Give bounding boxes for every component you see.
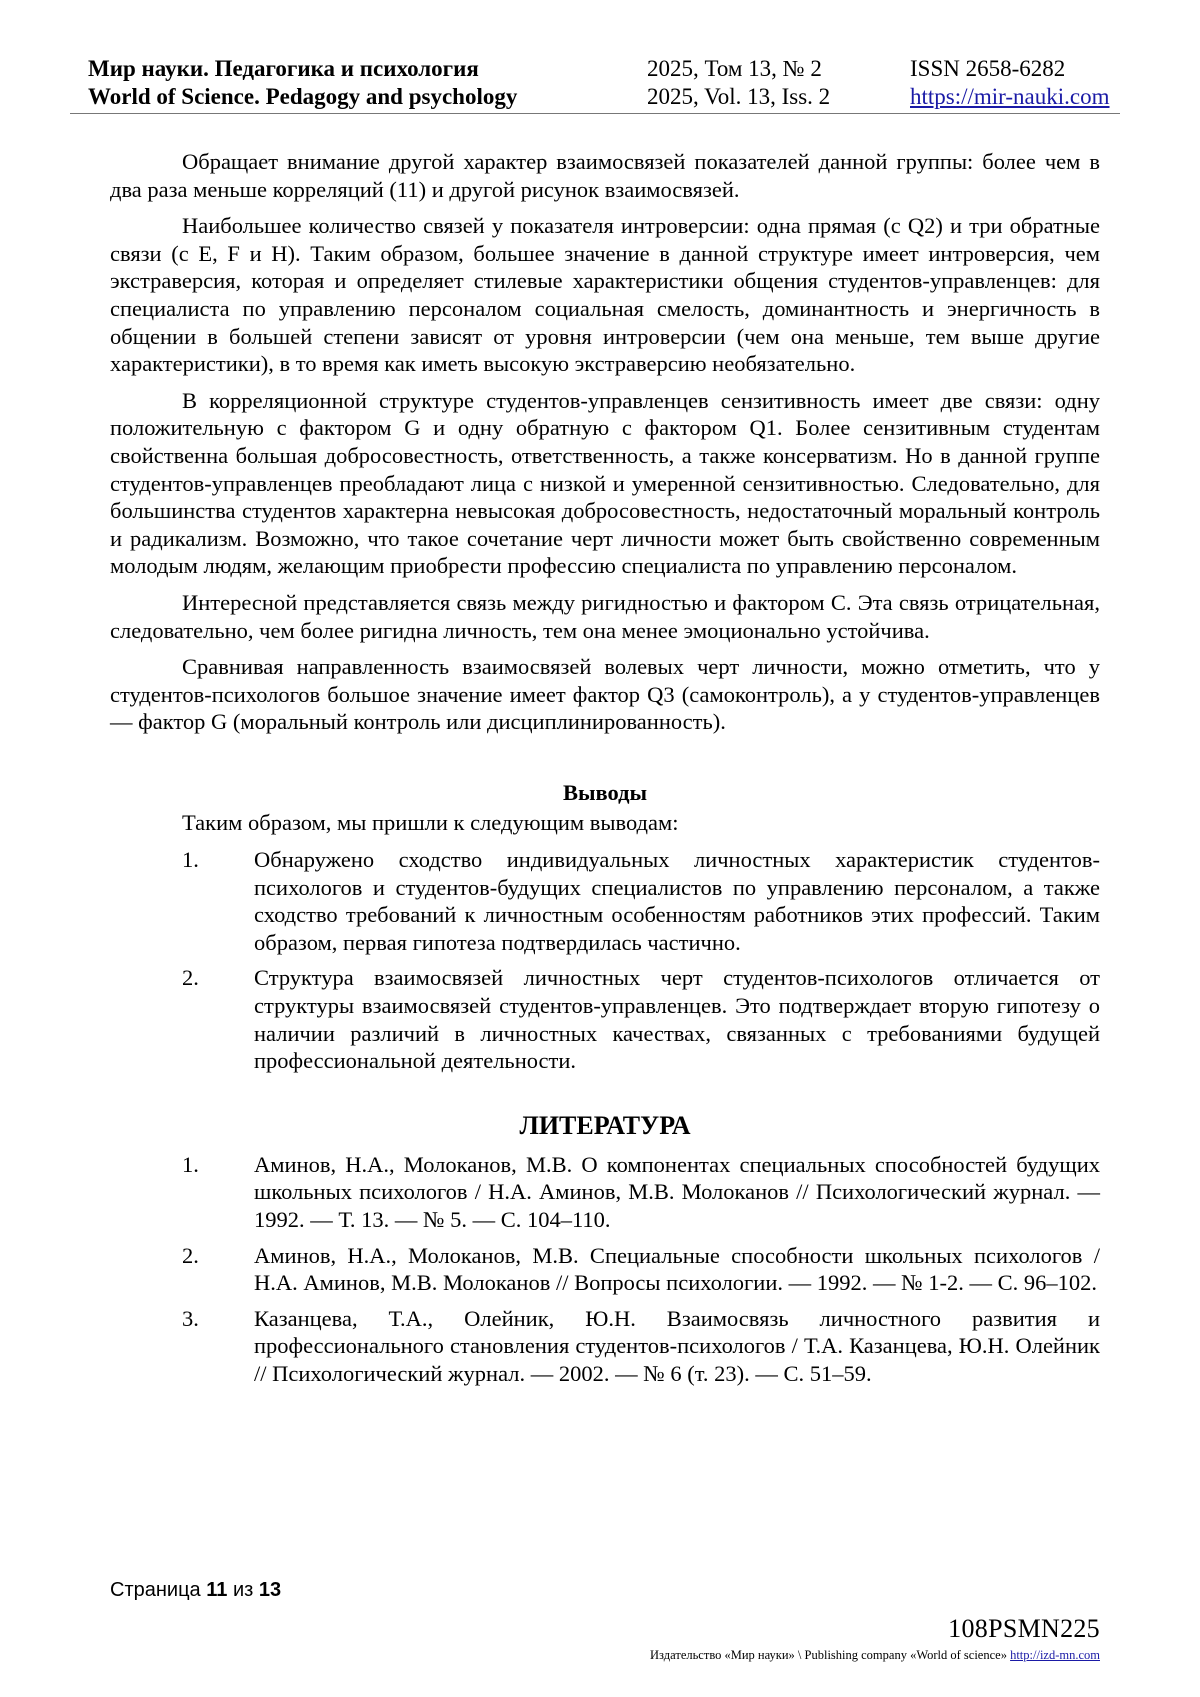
journal-title-en: World of Science. Pedagogy and psychology bbox=[88, 84, 518, 109]
issn: ISSN 2658-6282 bbox=[910, 56, 1066, 81]
conclusions-heading: Выводы bbox=[562, 779, 648, 805]
page-current: 11 bbox=[206, 1579, 228, 1601]
list-item-number: 2. bbox=[182, 965, 199, 991]
list-item-number: 1. bbox=[182, 847, 199, 873]
reference-number: 2. bbox=[182, 1242, 199, 1268]
journal-website-link[interactable]: https://mir-nauki.com bbox=[910, 84, 1110, 109]
list-item-text: Структура взаимосвязей личностных черт студентов-психологов отличается от структуры взаимосвязей студентов-управленцев. Это подтверждает вторую гипотезу о наличии различий в личностных качествах, связанных с требованиями будущей профессиональной деятельности. bbox=[254, 965, 1100, 1074]
reference-text: Аминов, Н.А., Молоканов, М.В. Специальные способности школьных психологов / Н.А. Аминов, М.В. Молоканов // Вопросы психологии. — 1992. — № 1-2. — С. 96–102. bbox=[254, 1242, 1100, 1296]
conclusions-intro: Таким образом, мы пришли к следующим выводам: bbox=[182, 810, 679, 836]
reference-number: 3. bbox=[182, 1305, 199, 1331]
list-item-text: Обнаружено сходство индивидуальных личностных характеристик студентов-психологов и студентов-будущих специалистов по управлению персоналом, а также сходство требований к личностным особенностям работников этих профессий. Таким образом, первая гипотеза подтвердилась частично. bbox=[254, 847, 1100, 955]
paragraph: Сравнивая направленность взаимосвязей волевых черт личности, можно отметить, что у студентов-психологов большое значение имеет фактор Q3 (самоконтроль), а у студентов-управленцев — фактор G (моральный контроль или дисциплинированность). bbox=[110, 654, 1100, 735]
conclusions-list bbox=[110, 846, 1100, 1075]
page-total: 13 bbox=[258, 1579, 282, 1601]
page-number bbox=[110, 1579, 281, 1602]
issue-info-ru: 2025, Том 13, № 2 bbox=[647, 56, 822, 81]
reference-text: Казанцева, Т.А., Олейник, Ю.Н. Взаимосвязь личностного развития и профессионального становления студентов-психологов / Т.А. Казанцева, Ю.Н. Олейник // Психологический журнал. — 2002. — № 6 (т. 23). — С. 51–59. bbox=[254, 1305, 1100, 1386]
reference-item bbox=[110, 1305, 1100, 1388]
paragraph: Обращает внимание другой характер взаимосвязей показателей данной группы: более чем в два раза меньше корреляций (11) и другой рисунок взаимосвязей. bbox=[110, 149, 1100, 202]
references-heading: ЛИТЕРАТУРА bbox=[519, 1110, 691, 1140]
paragraph: Интересной представляется связь между ригидностью и фактором C. Эта связь отрицательная, следовательно, чем более ригидна личность, тем она менее эмоционально устойчива. bbox=[110, 589, 1100, 643]
page-separator: из bbox=[232, 1579, 254, 1601]
page-prefix: Страница bbox=[110, 1579, 201, 1601]
reference-number: 1. bbox=[182, 1151, 199, 1177]
paragraph: В корреляционной структуре студентов-управленцев сензитивность имеет две связи: одну положительную с фактором G и одну обратную с фактором Q1. Более сензитивным студентам свойственна большая добросовестность, ответственность, а также консерватизм. Но в данной группе студентов-управленцев преобладают лица с низкой и умеренной сензитивностью. Следовательно, для большинства студентов характерна невысокая добросовестность, недостаточный моральный контроль и радикализм. Возможно, что такое сочетание черт личности может быть свойственно современным молодым людям, желающим приобрести профессию специалиста по управлению персоналом. bbox=[110, 387, 1100, 579]
issue-info-en: 2025, Vol. 13, Iss. 2 bbox=[647, 84, 831, 109]
article-body bbox=[110, 148, 1100, 1396]
references-list bbox=[110, 1151, 1100, 1388]
reference-item bbox=[110, 1151, 1100, 1234]
document-code: 108PSMN225 bbox=[948, 1614, 1100, 1643]
paragraph: Наибольшее количество связей у показателя интроверсии: одна прямая (с Q2) и три обратные связи (с E, F и H). Таким образом, большее значение в данной структуре имеет интроверсия, чем экстраверсия, которая и определяет стилевые характеристики общения студентов-управленцев: для специалиста по управлению персоналом социальная смелость, доминантность и энергичность в общении в большей степени зависят от уровня интроверсии (чем она меньше, тем выше другие характеристики), в то время как иметь высокую экстраверсию необязательно. bbox=[110, 213, 1100, 377]
publisher-text: Издательство «Мир науки» \ Publishing company «World of science» bbox=[650, 1648, 1007, 1662]
publisher-link[interactable]: http://izd-mn.com bbox=[1010, 1648, 1100, 1662]
header-divider bbox=[70, 113, 1120, 114]
reference-item bbox=[110, 1242, 1100, 1297]
journal-title-ru: Мир науки. Педагогика и психология bbox=[88, 56, 479, 81]
page-header bbox=[88, 55, 1120, 111]
publisher-line bbox=[650, 1648, 1100, 1663]
list-item bbox=[110, 964, 1100, 1074]
reference-text: Аминов, Н.А., Молоканов, М.В. О компонентах специальных способностей будущих школьных психологов / Н.А. Аминов, М.В. Молоканов // Психологический журнал. — 1992. — Т. 13. — № 5. — С. 104–110. bbox=[254, 1151, 1100, 1232]
list-item bbox=[110, 846, 1100, 956]
